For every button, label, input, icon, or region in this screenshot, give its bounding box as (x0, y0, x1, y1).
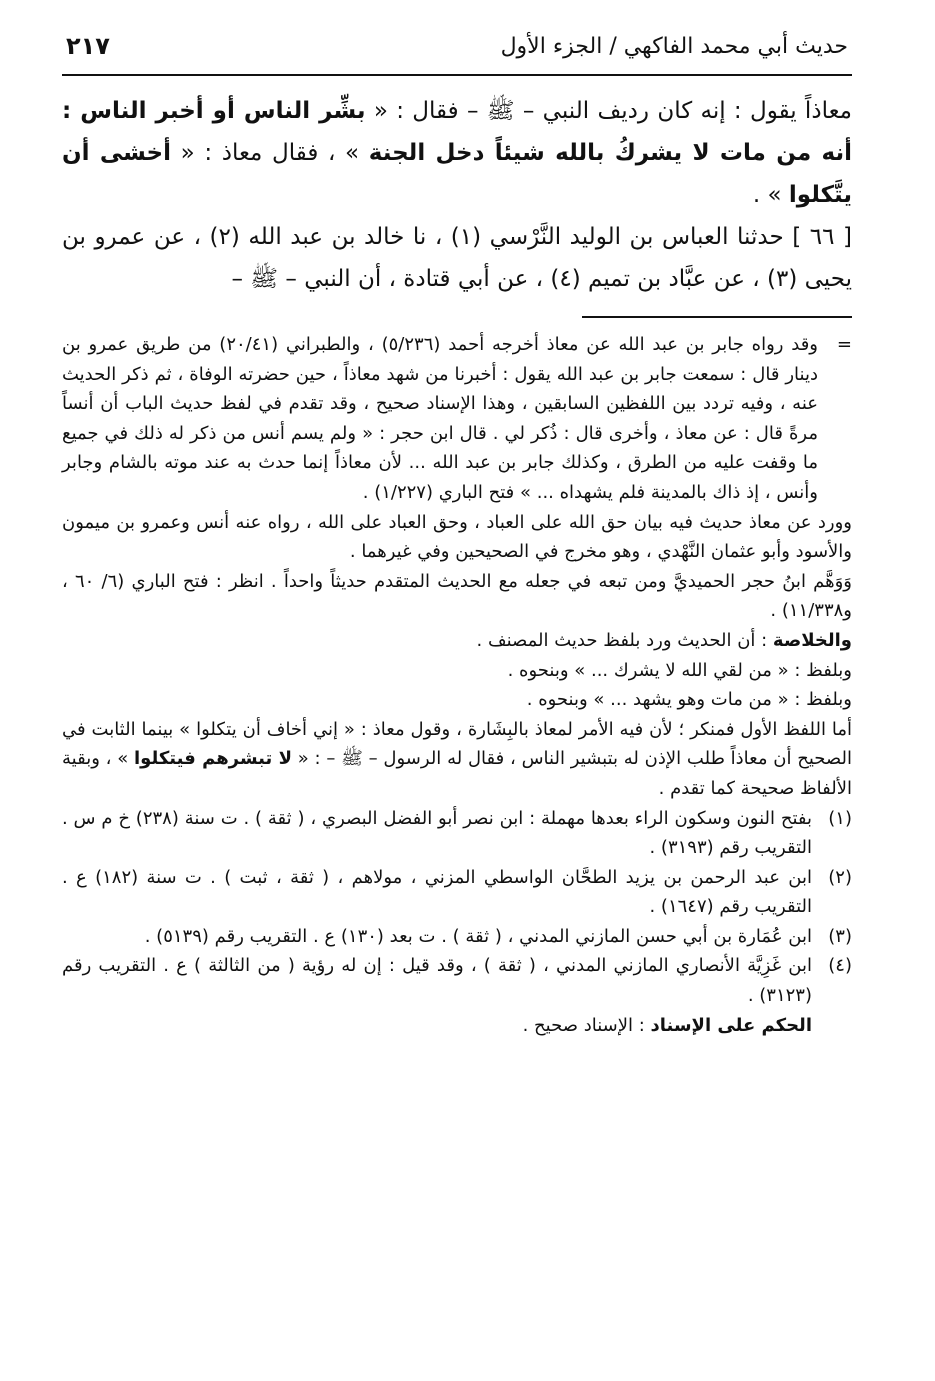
page-number: ٢١٧ (66, 32, 110, 60)
document-page (62, 28, 852, 1328)
footnote-number: (١) (828, 807, 852, 829)
main-text (62, 90, 852, 300)
footnotes (62, 330, 852, 1040)
bold-hadith-text: أنه من مات لا يشركُ بالله شيئاً دخل الجنة (368, 140, 852, 166)
footnote-continuation: = وقد رواه جابر بن عبد الله عن معاذ أخرجه أحمد (٥/٢٣٦) ، والطبراني (٢٠/٤١) من طريق عمرو بن دينار قال : سمعت جابر بن عبد الله يقول : أخبرنا من شهد معاذاً ، حين حضرته الوفاة ، ثم ذكر الحديث عنه ، وفيه تردد بين اللفظين السابقين ، وهذا الإسناد صحيح ، وقد تقدم في لفظ حديث الباب أن أنساً مرةً قال : عن معاذ ، وأخرى قال : ذُكر لي . قال ابن حجر : « ولم يسم أنس من ذكر له ذلك في جميع ما وقفت عليه من الطرق ، وكذلك جابر بن عبد الله ... لأن معاذاً إنما حدث به عند موته بالشام وجابر وأنس ، إذ ذاك بالمدينة فلم يشهداه ... » فتح الباري (١/٢٢٧) . (62, 330, 852, 508)
footnote-2: (٢) ابن عبد الرحمن بن يزيد الطحَّان الواسطي المزني ، مولاهم ، ( ثقة ، ثبت ) . ت سنة (١٨٢) ع . التقريب رقم (١٦٤٧) . (62, 863, 852, 922)
footnote-1: (١) بفتح النون وسكون الراء بعدها مهملة : ابن نصر أبو الفضل البصري ، ( ثقة ) . ت سنة (٢٣٨) خ م س . التقريب رقم (٣١٩٣) . (62, 804, 852, 863)
footnote-3: (٣) ابن عُمَارة بن أبي حسن المازني المدني ، ( ثقة ) . ت بعد (١٣٠) ع . التقريب رقم (٥١٣٩) . (62, 922, 852, 952)
bold-quote: لا تبشرهم فيتكلوا (134, 748, 293, 770)
notes-paragraph: أما اللفظ الأول فمنكر ؛ لأن فيه الأمر لمعاذ بالبِشَارة ، وقول معاذ : « إني أخاف أن يتكلوا » بينما الثابت في الصحيح أن معاذاً طلب الإذن له بتبشير الناس ، فقال له الرسول – ﷺ – : « لا تبشرهم فيتكلوا » ، وبقية الألفاظ صحيحة كما تقدم . (62, 718, 852, 799)
summary-label: والخلاصة (772, 629, 852, 651)
main-paragraph-continuation: معاذاً يقول : إنه كان رديف النبي – ﷺ – فقال : « بشِّر الناس أو أخبر الناس : أنه من مات لا يشركُ بالله شيئاً دخل الجنة » ، فقال معاذ : « أخشى أن يتَّكلوا » . (62, 98, 852, 208)
bold-hadith-text: أخشى أن يتَّكلوا (62, 140, 852, 208)
bold-hadith-text: بشِّر الناس أو أخبر الناس : (62, 98, 366, 124)
running-header (62, 28, 852, 70)
ruling-label: الحكم على الإسناد (650, 1014, 812, 1036)
summary-line: والخلاصة : أن الحديث ورد بلفظ حديث المصنف . (476, 629, 852, 651)
footnote-number: (٣) (828, 925, 852, 947)
header-title: حديث أبي محمد الفاكهي / الجزء الأول (500, 34, 848, 59)
continuation-marker: = (836, 334, 852, 355)
footnote-4: (٤) ابن غَزِيَّة الأنصاري المازني المدني ، ( ثقة ) ، وقد قيل : إن له رؤية ( من الثالثة ) ع . التقريب رقم (٣١٢٣) . (62, 951, 852, 1010)
footnote-separator (582, 316, 852, 318)
wording-line: وبلفظ : « من مات وهو يشهد ... » وبنحوه . (526, 689, 852, 711)
hadith-66-paragraph: [ ٦٦ ] حدثنا العباس بن الوليد النَّرْسي (١) ، نا خالد بن عبد الله (٢) ، عن عمرو بن يحيى (٣) ، عن عبَّاد بن تميم (٤) ، عن أبي قتادة ، أن النبي – ﷺ – (62, 224, 852, 292)
notes-paragraph: وَوَهَّم ابنُ حجر الحميديَّ ومن تبعه في جعله مع الحديث المتقدم حديثاً واحداً . انظر : فتح الباري (٦/ ٦٠ ، و١١/٣٣٨) . (62, 570, 852, 622)
isnad-ruling: الحكم على الإسناد : الإسناد صحيح . (522, 1014, 812, 1036)
notes-paragraph: وورد عن معاذ حديث فيه بيان حق الله على العباد ، وحق العباد على الله ، رواه عنه أنس وعمرو بن ميمون والأسود وأبو عثمان النَّهْدي ، وهو مخرج في الصحيحين وفي غيرهما . (62, 511, 852, 563)
footnote-number: (٢) (828, 866, 852, 888)
footnote-number: (٤) (828, 955, 852, 977)
wording-line: وبلفظ : « من لقي الله لا يشرك ... » وبنحوه . (507, 659, 852, 681)
header-rule (62, 74, 852, 76)
